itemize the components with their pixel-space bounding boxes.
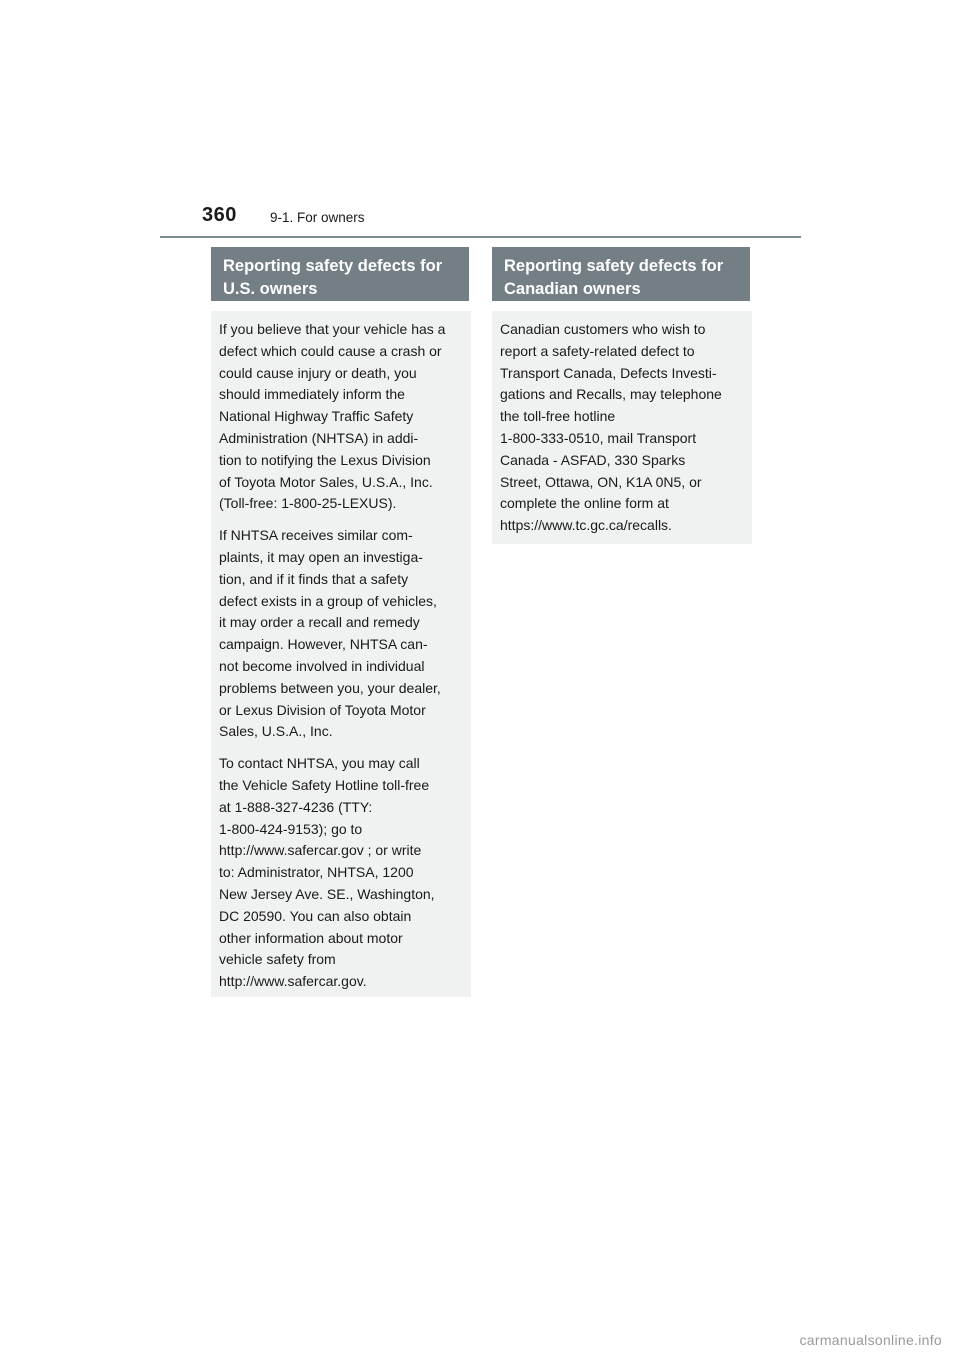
text-line: Sales, U.S.A., Inc. xyxy=(219,723,333,740)
us-paragraph-3 xyxy=(219,753,463,993)
ca-heading-line-2: Canadian owners xyxy=(504,280,641,298)
text-line: should immediately inform the xyxy=(219,386,405,403)
text-line: (Toll-free: 1-800-25-LEXUS). xyxy=(219,495,397,512)
text-line: or Lexus Division of Toyota Motor xyxy=(219,701,426,718)
us-heading-line-1: Reporting safety defects for xyxy=(223,257,443,275)
text-line: If NHTSA receives similar com- xyxy=(219,527,413,544)
us-paragraph-2 xyxy=(219,525,463,743)
text-line: Street, Ottawa, ON, K1A 0N5, or xyxy=(500,473,702,490)
us-section-body xyxy=(211,311,471,997)
text-line: https://www.tc.gc.ca/recalls. xyxy=(500,517,672,534)
text-line: other information about motor xyxy=(219,929,403,946)
text-line: the toll-free hotline xyxy=(500,408,616,425)
text-line: tion to notifying the Lexus Division xyxy=(219,451,431,468)
us-heading-line-2: U.S. owners xyxy=(223,280,318,298)
text-line: not become involved in individual xyxy=(219,657,425,674)
text-line: Transport Canada, Defects Investi- xyxy=(500,364,717,381)
text-line: http://www.safercar.gov ; or write xyxy=(219,842,422,859)
text-line: problems between you, your dealer, xyxy=(219,679,441,696)
text-line: at 1-888-327-4236 (TTY: xyxy=(219,798,373,815)
ca-section-body xyxy=(492,311,752,544)
text-line: defect which could cause a crash or xyxy=(219,342,442,359)
text-line: Canada - ASFAD, 330 Sparks xyxy=(500,451,686,468)
text-line: Administration (NHTSA) in addi- xyxy=(219,429,419,446)
text-line: campaign. However, NHTSA can- xyxy=(219,636,428,653)
us-section-heading xyxy=(211,247,469,301)
text-line: National Highway Traffic Safety xyxy=(219,408,414,425)
page-number: 360 xyxy=(202,204,237,226)
ca-heading-line-1: Reporting safety defects for xyxy=(504,257,724,275)
text-line: plaints, it may open an investiga- xyxy=(219,548,423,565)
watermark: carmanualsonline.info xyxy=(799,1332,942,1348)
text-line: complete the online form at xyxy=(500,495,669,512)
text-line: New Jersey Ave. SE., Washington, xyxy=(219,885,435,902)
text-line: to: Administrator, NHTSA, 1200 xyxy=(219,864,414,881)
ca-section-heading xyxy=(492,247,750,301)
text-line: gations and Recalls, may telephone xyxy=(500,386,722,403)
section-title: 9-1. For owners xyxy=(270,210,365,225)
text-line: vehicle safety from xyxy=(219,951,336,968)
text-line: of Toyota Motor Sales, U.S.A., Inc. xyxy=(219,473,433,490)
text-line: To contact NHTSA, you may call xyxy=(219,755,420,772)
text-line: it may order a recall and remedy xyxy=(219,614,420,631)
text-line: could cause injury or death, you xyxy=(219,364,417,381)
text-line: DC 20590. You can also obtain xyxy=(219,907,412,924)
text-line: http://www.safercar.gov. xyxy=(219,973,367,990)
text-line: the Vehicle Safety Hotline toll-free xyxy=(219,776,430,793)
ca-paragraph-1 xyxy=(500,319,744,537)
text-line: 1-800-333-0510, mail Transport xyxy=(500,429,697,446)
page-header xyxy=(160,200,801,238)
text-line: defect exists in a group of vehicles, xyxy=(219,592,437,609)
text-line: 1-800-424-9153); go to xyxy=(219,820,363,837)
text-line: Canadian customers who wish to xyxy=(500,321,706,337)
text-line: tion, and if it finds that a safety xyxy=(219,570,409,587)
text-line: report a safety-related defect to xyxy=(500,342,695,359)
us-paragraph-1 xyxy=(219,319,463,515)
text-line: If you believe that your vehicle has a xyxy=(219,321,446,337)
